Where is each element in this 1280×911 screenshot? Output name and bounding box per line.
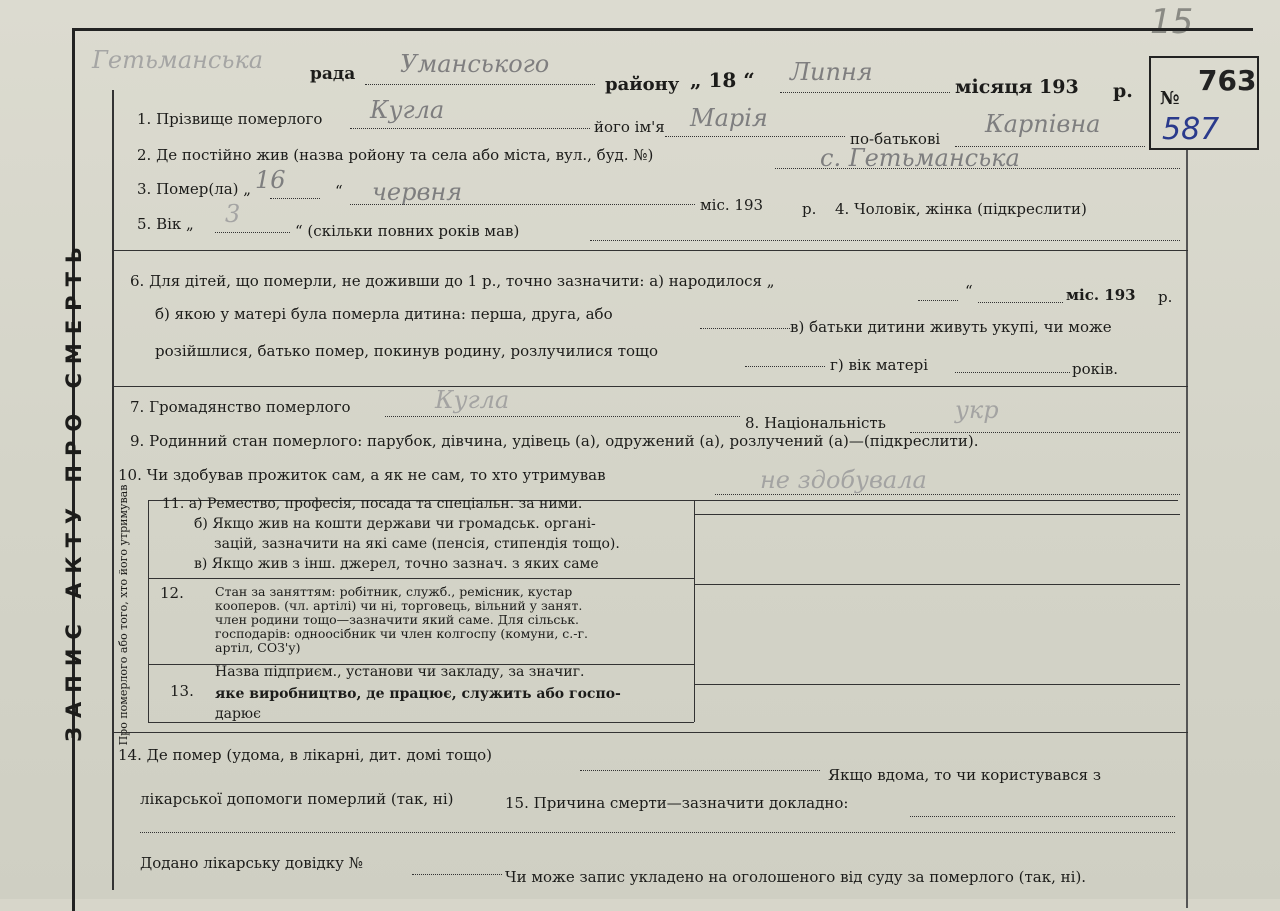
record-label: №: [1160, 88, 1180, 109]
hw-support: не здобувала: [760, 466, 927, 494]
field-12-line4: господарів: одноосібник чи член колгоспу (комуни, с.-г.: [215, 626, 588, 641]
field-12-line1: Стан за заняттям: робітник, служб., ремісник, кустар: [215, 584, 573, 599]
field-11b-1: б) Якщо жив на кошти держави чи громадськ. органі-: [194, 516, 596, 532]
field-6-line2-tail: в) батьки дитини живуть укупі, чи може: [790, 318, 1112, 336]
field-6-line3: розійшлися, батько помер, покинув родину, розлучилися тощо: [155, 342, 659, 360]
header-month: місяця 193: [955, 76, 1079, 98]
field-11a: 11. а) Ремество, професія, посада та спеціальн. за ними.: [162, 496, 583, 512]
field-1-surname-label: 1. Прізвище померлого: [137, 110, 323, 128]
field-9-marital-label: 9. Родинний стан померлого: парубок, дівчина, удівець (а), одружений (а), розлучений (а)—(підкреслити).: [130, 432, 979, 450]
header-rada: рада: [310, 64, 356, 84]
field-12-line2: кооперов. (чл. артілі) чи ні, торговець, вільний у занят.: [215, 598, 583, 613]
field-6-line1-quote: “: [965, 282, 973, 300]
field-6-line1: 6. Для дітей, що померли, не доживши до 1 р., точно зазначити: а) народилося „: [130, 272, 775, 290]
record-number-handwritten: 587: [1162, 112, 1220, 147]
hw-death-month: червня: [372, 178, 463, 206]
field-6-line2: б) якою у матері була померла дитина: перша, друга, або: [155, 305, 613, 323]
field-5-age-tail: “ (скільки повних років мав): [295, 222, 520, 240]
field-14-line2: лікарської допомоги померлий (так, ні): [140, 790, 454, 808]
hw-nationality: укр: [955, 396, 999, 424]
hw-rada: Гетьманська: [92, 46, 264, 74]
field-12-line3: член родини тощо—зазначити який саме. Для сільськ.: [215, 612, 580, 627]
field-12-line5: артіл, СОЗ'у): [215, 640, 301, 655]
vertical-subtitle: Про померлого або того, хто його утримував: [117, 484, 130, 746]
doctor-certificate-label: Додано лікарську довідку №: [140, 854, 363, 872]
field-5-age-label: 5. Вік „: [137, 215, 194, 233]
field-1-patronymic-label: по-батькові: [850, 130, 941, 148]
field-7-citizenship-label: 7. Громадянство померлого: [130, 398, 351, 416]
field-1-name-label: його ім'я: [594, 118, 665, 136]
field-6-line1-mis: міс. 193: [1066, 286, 1136, 304]
record-number-printed: 763: [1198, 64, 1257, 97]
hw-patronymic: Карпівна: [985, 110, 1101, 138]
hw-raion: Уманського: [400, 50, 550, 78]
field-4-sex-label: 4. Чоловік, жінка (підкреслити): [835, 200, 1087, 218]
header-day: „ 18 “: [690, 68, 755, 92]
field-15-cause-label: 15. Причина смерти—зазначити докладно:: [505, 794, 849, 812]
page-number: 15: [1150, 2, 1194, 42]
field-11b-2: зацій, зазначити на які саме (пенсія, стипендія тощо).: [214, 536, 620, 552]
right-margin-line: [1186, 148, 1188, 908]
field-6-line3-end: років.: [1072, 360, 1119, 378]
field-6-line3-tail: г) вік матері: [830, 356, 929, 374]
field-3-year-label: р.: [802, 200, 817, 218]
field-6-line1-r: р.: [1158, 288, 1173, 306]
field-8-nationality-label: 8. Національність: [745, 414, 886, 432]
hw-name: Марія: [690, 104, 768, 132]
court-declaration-label: Чи може запис укладено на оголошеного від суду за померлого (так, ні).: [505, 868, 1087, 886]
hw-month: Липня: [790, 58, 873, 86]
field-3-quote: “: [335, 182, 343, 200]
hw-residence: с. Гетьманська: [820, 144, 1020, 172]
field-3-death-label: 3. Помер(ла) „: [137, 180, 252, 198]
field-3-month-label: міс. 193: [700, 196, 764, 214]
hw-surname: Кугла: [370, 96, 445, 124]
hw-death-day: 16: [255, 166, 286, 194]
field-13-line2: яке виробництво, де працює, служить або госпо-: [215, 686, 621, 702]
header-year-suffix: р.: [1113, 80, 1133, 102]
field-14-place-label: 14. Де помер (удома, в лікарні, дит. домі тощо): [118, 746, 493, 764]
field-11c: в) Якщо жив з інш. джерел, точно зазнач. з яких саме: [194, 556, 599, 572]
vertical-title: ЗАПИС АКТУ ПРО СМЕРТЬ: [62, 238, 86, 742]
field-10-support-label: 10. Чи здобував прожиток сам, а як не сам, то хто утримував: [118, 466, 606, 484]
hw-age: 3: [225, 200, 241, 228]
field-13-line3: дарює: [215, 706, 261, 722]
field-13-line1: Назва підприєм., установи чи закладу, за значиг.: [215, 664, 585, 680]
header-raion: району: [605, 74, 680, 95]
field-13-number: 13.: [170, 682, 194, 700]
hw-citizenship: Кугла: [435, 386, 510, 414]
field-12-number: 12.: [160, 584, 184, 602]
field-14-tail: Якщо вдома, то чи користувався з: [828, 766, 1102, 784]
field-2-residence-label: 2. Де постійно жив (назва ройону та села або міста, вул., буд. №): [137, 146, 654, 164]
